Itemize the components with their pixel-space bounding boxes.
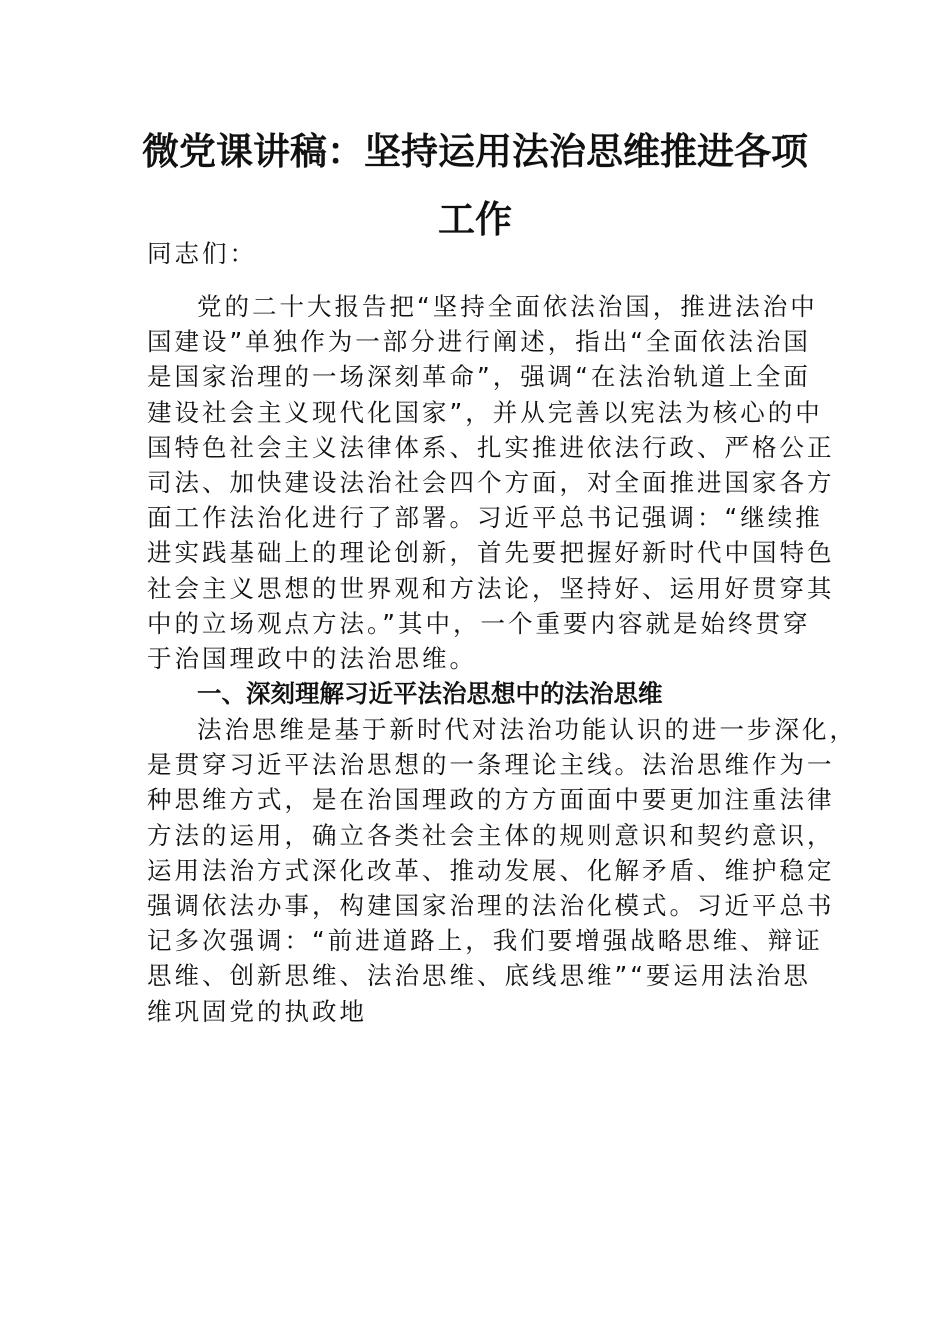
paragraph-2 — [147, 712, 857, 1029]
paragraph-2-line: 方法的运用，确立各类社会主体的规则意识和契约意识， — [147, 820, 835, 850]
paragraph-2-line: 种思维方式，是在治国理政的方方面面中要更加注重法律 — [147, 785, 835, 815]
paragraph-2-line: 记多次强调：“前进道路上，我们要增强战略思维、辩证 — [147, 926, 823, 956]
paragraph-2-line: 运用法治方式深化改革、推动发展、化解矛盾、维护稳定 — [147, 855, 835, 885]
paragraph-1 — [147, 289, 835, 676]
document-title-line-2: 工作 — [438, 197, 512, 241]
paragraph-1-line: 是国家治理的一场深刻革命”，强调“在法治轨道上全面 — [147, 362, 811, 392]
paragraph-1-line: 进实践基础上的理论创新，首先要把握好新时代中国特色 — [147, 538, 835, 568]
paragraph-2-line: 法治思维是基于新时代对法治功能认识的进一步深化， — [197, 715, 857, 744]
paragraph-1-line: 党的二十大报告把“坚持全面依法治国，推进法治中 — [197, 292, 818, 321]
paragraph-1-line: 建设社会主义现代化国家”，并从完善以宪法为核心的中 — [147, 397, 823, 427]
paragraph-1-line: 国建设”单独作为一部分进行阐述，指出“全面依法治国 — [147, 327, 811, 357]
paragraph-2-line: 强调依法办事，构建国家治理的法治化模式。习近平总书 — [147, 891, 835, 921]
section-heading: 一、深刻理解习近平法治思想中的法治思维 — [197, 679, 663, 708]
paragraph-2-line: 维巩固党的执政地 — [147, 996, 367, 1026]
document-title-line-1: 微党课讲稿：坚持运用法治思维推进各项 — [142, 129, 808, 173]
paragraph-1-line: 国特色社会主义法律体系、扎实推进依法行政、严格公正 — [147, 432, 835, 462]
paragraph-1-line: 司法、加快建设法治社会四个方面，对全面推进国家各方 — [147, 468, 835, 498]
greeting: 同志们： — [147, 239, 257, 268]
paragraph-2-line: 思维、创新思维、法治思维、底线思维”“要运用法治思 — [147, 961, 811, 991]
paragraph-1-line: 社会主义思想的世界观和方法论，坚持好、运用好贯穿其 — [147, 573, 835, 603]
paragraph-1-line: 中的立场观点方法。”其中，一个重要内容就是始终贯穿 — [147, 608, 811, 638]
paragraph-1-line: 面工作法治化进行了部署。习近平总书记强调：“继续推 — [147, 503, 823, 533]
paragraph-1-line: 于治国理政中的法治思维。 — [147, 644, 477, 674]
paragraph-2-line: 是贯穿习近平法治思想的一条理论主线。法治思维作为一 — [147, 750, 835, 780]
